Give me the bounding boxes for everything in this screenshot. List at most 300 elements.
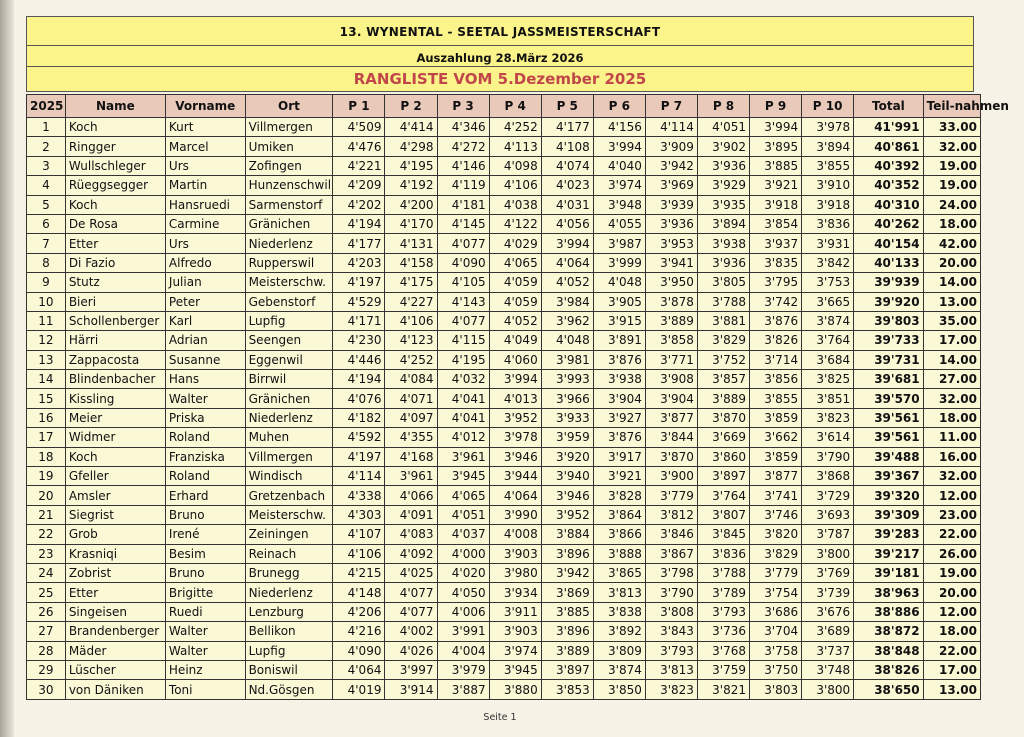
table-row bbox=[27, 214, 981, 233]
first-name-cell: Martin bbox=[165, 176, 245, 195]
first-name-cell: Brigitte bbox=[165, 583, 245, 602]
p7-cell: 3'889 bbox=[645, 311, 697, 330]
table-row bbox=[27, 311, 981, 330]
p1-cell: 4'106 bbox=[333, 544, 385, 563]
total-cell: 39'939 bbox=[854, 273, 923, 292]
first-name-cell: Roland bbox=[165, 428, 245, 447]
total-cell: 39'920 bbox=[854, 292, 923, 311]
header-divider bbox=[27, 45, 973, 46]
ranking-table bbox=[26, 94, 1009, 700]
p3-cell: 3'945 bbox=[437, 467, 489, 486]
p3-cell: 3'887 bbox=[437, 680, 489, 699]
participations-cell: 22.00 bbox=[923, 525, 980, 544]
total-cell: 41'991 bbox=[854, 118, 923, 137]
p7-cell: 3'950 bbox=[645, 273, 697, 292]
total-cell: 38'848 bbox=[854, 641, 923, 660]
total-cell: 40'262 bbox=[854, 214, 923, 233]
p7-cell: 3'823 bbox=[645, 680, 697, 699]
p7-cell: 3'844 bbox=[645, 428, 697, 447]
p10-cell: 3'800 bbox=[802, 544, 854, 563]
p5-cell: 3'897 bbox=[541, 660, 593, 679]
p10-cell: 3'894 bbox=[802, 137, 854, 156]
town-cell: Lupfig bbox=[245, 641, 333, 660]
p8-cell: 3'788 bbox=[697, 563, 749, 582]
p3-cell: 4'065 bbox=[437, 486, 489, 505]
p10-cell: 3'739 bbox=[802, 583, 854, 602]
first-name-cell: Peter bbox=[165, 292, 245, 311]
rank-cell: 12 bbox=[27, 331, 66, 350]
column-header: Teil-nahmen bbox=[923, 95, 980, 118]
p8-cell: 3'857 bbox=[697, 370, 749, 389]
surname-cell: Kissling bbox=[65, 389, 165, 408]
p8-cell: 3'829 bbox=[697, 331, 749, 350]
p7-cell: 3'939 bbox=[645, 195, 697, 214]
p8-cell: 3'669 bbox=[697, 428, 749, 447]
column-header: P 4 bbox=[489, 95, 541, 118]
table-row bbox=[27, 486, 981, 505]
p1-cell: 4'019 bbox=[333, 680, 385, 699]
p7-cell: 4'114 bbox=[645, 118, 697, 137]
p2-cell: 4'200 bbox=[385, 195, 437, 214]
surname-cell: Zobrist bbox=[65, 563, 165, 582]
p1-cell: 4'221 bbox=[333, 156, 385, 175]
p8-cell: 3'929 bbox=[697, 176, 749, 195]
town-cell: Lupfig bbox=[245, 311, 333, 330]
p5-cell: 3'994 bbox=[541, 234, 593, 253]
surname-cell: Widmer bbox=[65, 428, 165, 447]
p7-cell: 3'941 bbox=[645, 253, 697, 272]
p7-cell: 3'909 bbox=[645, 137, 697, 156]
town-cell: Bellikon bbox=[245, 622, 333, 641]
p3-cell: 3'991 bbox=[437, 622, 489, 641]
rank-cell: 6 bbox=[27, 214, 66, 233]
p6-cell: 3'905 bbox=[593, 292, 645, 311]
p4-cell: 3'952 bbox=[489, 408, 541, 427]
p7-cell: 3'858 bbox=[645, 331, 697, 350]
p3-cell: 4'272 bbox=[437, 137, 489, 156]
p4-cell: 3'903 bbox=[489, 622, 541, 641]
p5-cell: 3'884 bbox=[541, 525, 593, 544]
total-cell: 38'650 bbox=[854, 680, 923, 699]
p2-cell: 4'168 bbox=[385, 447, 437, 466]
p9-cell: 3'835 bbox=[750, 253, 802, 272]
p8-cell: 3'897 bbox=[697, 467, 749, 486]
rank-cell: 10 bbox=[27, 292, 66, 311]
participations-cell: 14.00 bbox=[923, 273, 980, 292]
p5-cell: 3'889 bbox=[541, 641, 593, 660]
p10-cell: 3'836 bbox=[802, 214, 854, 233]
table-row bbox=[27, 660, 981, 679]
p9-cell: 3'714 bbox=[750, 350, 802, 369]
first-name-cell: Urs bbox=[165, 156, 245, 175]
p7-cell: 3'969 bbox=[645, 176, 697, 195]
ranking-title: RANGLISTE VOM 5.Dezember 2025 bbox=[353, 70, 647, 88]
total-cell: 38'963 bbox=[854, 583, 923, 602]
p6-cell: 3'917 bbox=[593, 447, 645, 466]
p8-cell: 3'881 bbox=[697, 311, 749, 330]
p8-cell: 3'807 bbox=[697, 505, 749, 524]
p9-cell: 3'754 bbox=[750, 583, 802, 602]
p9-cell: 3'795 bbox=[750, 273, 802, 292]
p3-cell: 4'037 bbox=[437, 525, 489, 544]
rank-cell: 19 bbox=[27, 467, 66, 486]
first-name-cell: Adrian bbox=[165, 331, 245, 350]
p9-cell: 3'826 bbox=[750, 331, 802, 350]
p10-cell: 3'614 bbox=[802, 428, 854, 447]
first-name-cell: Julian bbox=[165, 273, 245, 292]
p7-cell: 3'771 bbox=[645, 350, 697, 369]
column-header: Vorname bbox=[165, 95, 245, 118]
p1-cell: 4'076 bbox=[333, 389, 385, 408]
total-cell: 38'886 bbox=[854, 602, 923, 621]
rank-cell: 21 bbox=[27, 505, 66, 524]
participations-cell: 26.00 bbox=[923, 544, 980, 563]
total-cell: 39'488 bbox=[854, 447, 923, 466]
surname-cell: Blindenbacher bbox=[65, 370, 165, 389]
p7-cell: 3'900 bbox=[645, 467, 697, 486]
participations-cell: 27.00 bbox=[923, 370, 980, 389]
paper-edge bbox=[0, 0, 14, 737]
p5-cell: 4'177 bbox=[541, 118, 593, 137]
p3-cell: 4'041 bbox=[437, 408, 489, 427]
first-name-cell: Roland bbox=[165, 467, 245, 486]
p2-cell: 4'026 bbox=[385, 641, 437, 660]
p6-cell: 3'850 bbox=[593, 680, 645, 699]
p5-cell: 4'048 bbox=[541, 331, 593, 350]
p2-cell: 4'084 bbox=[385, 370, 437, 389]
p4-cell: 3'990 bbox=[489, 505, 541, 524]
table-row bbox=[27, 389, 981, 408]
participations-cell: 23.00 bbox=[923, 505, 980, 524]
p6-cell: 3'813 bbox=[593, 583, 645, 602]
p7-cell: 3'798 bbox=[645, 563, 697, 582]
p7-cell: 3'812 bbox=[645, 505, 697, 524]
table-row bbox=[27, 467, 981, 486]
participations-cell: 24.00 bbox=[923, 195, 980, 214]
surname-cell: Koch bbox=[65, 118, 165, 137]
p4-cell: 3'974 bbox=[489, 641, 541, 660]
total-cell: 39'217 bbox=[854, 544, 923, 563]
p7-cell: 3'813 bbox=[645, 660, 697, 679]
p8-cell: 3'788 bbox=[697, 292, 749, 311]
p6-cell: 3'921 bbox=[593, 467, 645, 486]
surname-cell: Wullschleger bbox=[65, 156, 165, 175]
surname-cell: Lüscher bbox=[65, 660, 165, 679]
p5-cell: 3'896 bbox=[541, 544, 593, 563]
p3-cell: 4'105 bbox=[437, 273, 489, 292]
participations-cell: 32.00 bbox=[923, 137, 980, 156]
p4-cell: 3'978 bbox=[489, 428, 541, 447]
rank-cell: 17 bbox=[27, 428, 66, 447]
p8-cell: 3'793 bbox=[697, 602, 749, 621]
p2-cell: 4'025 bbox=[385, 563, 437, 582]
total-cell: 40'392 bbox=[854, 156, 923, 175]
total-cell: 39'561 bbox=[854, 428, 923, 447]
rank-cell: 20 bbox=[27, 486, 66, 505]
p10-cell: 3'764 bbox=[802, 331, 854, 350]
p8-cell: 3'870 bbox=[697, 408, 749, 427]
p8-cell: 3'768 bbox=[697, 641, 749, 660]
p4-cell: 4'106 bbox=[489, 176, 541, 195]
p5-cell: 3'984 bbox=[541, 292, 593, 311]
column-header: 2025 bbox=[27, 95, 66, 118]
p10-cell: 3'910 bbox=[802, 176, 854, 195]
rank-cell: 27 bbox=[27, 622, 66, 641]
p2-cell: 4'066 bbox=[385, 486, 437, 505]
p9-cell: 3'803 bbox=[750, 680, 802, 699]
p1-cell: 4'148 bbox=[333, 583, 385, 602]
participations-cell: 20.00 bbox=[923, 583, 980, 602]
p6-cell: 3'874 bbox=[593, 660, 645, 679]
p9-cell: 3'876 bbox=[750, 311, 802, 330]
p2-cell: 4'158 bbox=[385, 253, 437, 272]
p9-cell: 3'704 bbox=[750, 622, 802, 641]
first-name-cell: Walter bbox=[165, 622, 245, 641]
p4-cell: 4'252 bbox=[489, 118, 541, 137]
p6-cell: 3'927 bbox=[593, 408, 645, 427]
p9-cell: 3'829 bbox=[750, 544, 802, 563]
p6-cell: 3'915 bbox=[593, 311, 645, 330]
p4-cell: 3'880 bbox=[489, 680, 541, 699]
p6-cell: 3'828 bbox=[593, 486, 645, 505]
rank-cell: 30 bbox=[27, 680, 66, 699]
rank-cell: 29 bbox=[27, 660, 66, 679]
surname-cell: von Däniken bbox=[65, 680, 165, 699]
p9-cell: 3'758 bbox=[750, 641, 802, 660]
p9-cell: 3'742 bbox=[750, 292, 802, 311]
p5-cell: 3'952 bbox=[541, 505, 593, 524]
p8-cell: 3'789 bbox=[697, 583, 749, 602]
p2-cell: 4'227 bbox=[385, 292, 437, 311]
p1-cell: 4'182 bbox=[333, 408, 385, 427]
rank-cell: 2 bbox=[27, 137, 66, 156]
total-cell: 39'283 bbox=[854, 525, 923, 544]
rank-cell: 23 bbox=[27, 544, 66, 563]
p3-cell: 4'077 bbox=[437, 311, 489, 330]
table-row bbox=[27, 602, 981, 621]
p4-cell: 4'013 bbox=[489, 389, 541, 408]
p8-cell: 3'902 bbox=[697, 137, 749, 156]
p2-cell: 4'091 bbox=[385, 505, 437, 524]
p1-cell: 4'592 bbox=[333, 428, 385, 447]
town-cell: Gränichen bbox=[245, 389, 333, 408]
p1-cell: 4'194 bbox=[333, 214, 385, 233]
p4-cell: 4'122 bbox=[489, 214, 541, 233]
surname-cell: Krasniqi bbox=[65, 544, 165, 563]
first-name-cell: Alfredo bbox=[165, 253, 245, 272]
p8-cell: 3'936 bbox=[697, 156, 749, 175]
p8-cell: 3'935 bbox=[697, 195, 749, 214]
p2-cell: 4'195 bbox=[385, 156, 437, 175]
p1-cell: 4'338 bbox=[333, 486, 385, 505]
p4-cell: 3'903 bbox=[489, 544, 541, 563]
p4-cell: 4'029 bbox=[489, 234, 541, 253]
p5-cell: 3'966 bbox=[541, 389, 593, 408]
p2-cell: 4'077 bbox=[385, 583, 437, 602]
p5-cell: 3'885 bbox=[541, 602, 593, 621]
p10-cell: 3'842 bbox=[802, 253, 854, 272]
total-cell: 38'872 bbox=[854, 622, 923, 641]
p10-cell: 3'868 bbox=[802, 467, 854, 486]
p2-cell: 4'131 bbox=[385, 234, 437, 253]
p10-cell: 3'790 bbox=[802, 447, 854, 466]
p3-cell: 4'181 bbox=[437, 195, 489, 214]
p1-cell: 4'303 bbox=[333, 505, 385, 524]
p10-cell: 3'855 bbox=[802, 156, 854, 175]
p1-cell: 4'114 bbox=[333, 467, 385, 486]
column-header: P 2 bbox=[385, 95, 437, 118]
surname-cell: Amsler bbox=[65, 486, 165, 505]
p9-cell: 3'885 bbox=[750, 156, 802, 175]
total-cell: 39'803 bbox=[854, 311, 923, 330]
p5-cell: 3'940 bbox=[541, 467, 593, 486]
p6-cell: 3'938 bbox=[593, 370, 645, 389]
p8-cell: 3'894 bbox=[697, 214, 749, 233]
p7-cell: 3'867 bbox=[645, 544, 697, 563]
column-header: Name bbox=[65, 95, 165, 118]
participations-cell: 13.00 bbox=[923, 292, 980, 311]
p2-cell: 4'355 bbox=[385, 428, 437, 447]
rank-cell: 28 bbox=[27, 641, 66, 660]
championship-title: 13. WYNENTAL - SEETAL JASSMEISTERSCHAFT bbox=[339, 25, 661, 39]
first-name-cell: Toni bbox=[165, 680, 245, 699]
p1-cell: 4'203 bbox=[333, 253, 385, 272]
p4-cell: 4'113 bbox=[489, 137, 541, 156]
town-cell: Brunegg bbox=[245, 563, 333, 582]
p4-cell: 4'065 bbox=[489, 253, 541, 272]
table-row bbox=[27, 408, 981, 427]
p2-cell: 4'252 bbox=[385, 350, 437, 369]
ranking-table-body bbox=[27, 118, 981, 700]
p4-cell: 4'098 bbox=[489, 156, 541, 175]
p5-cell: 3'869 bbox=[541, 583, 593, 602]
p4-cell: 4'038 bbox=[489, 195, 541, 214]
p2-cell: 4'106 bbox=[385, 311, 437, 330]
town-cell: Hunzenschwil bbox=[245, 176, 333, 195]
p4-cell: 3'911 bbox=[489, 602, 541, 621]
participations-cell: 19.00 bbox=[923, 176, 980, 195]
p6-cell: 3'987 bbox=[593, 234, 645, 253]
first-name-cell: Priska bbox=[165, 408, 245, 427]
total-cell: 40'352 bbox=[854, 176, 923, 195]
p2-cell: 4'071 bbox=[385, 389, 437, 408]
table-row bbox=[27, 370, 981, 389]
p3-cell: 4'004 bbox=[437, 641, 489, 660]
first-name-cell: Hansruedi bbox=[165, 195, 245, 214]
p5-cell: 4'064 bbox=[541, 253, 593, 272]
participations-cell: 20.00 bbox=[923, 253, 980, 272]
p9-cell: 3'855 bbox=[750, 389, 802, 408]
rank-cell: 3 bbox=[27, 156, 66, 175]
table-row bbox=[27, 622, 981, 641]
p2-cell: 4'170 bbox=[385, 214, 437, 233]
surname-cell: Di Fazio bbox=[65, 253, 165, 272]
table-row bbox=[27, 350, 981, 369]
town-cell: Meisterschw. bbox=[245, 505, 333, 524]
first-name-cell: Besim bbox=[165, 544, 245, 563]
p9-cell: 3'662 bbox=[750, 428, 802, 447]
p9-cell: 3'686 bbox=[750, 602, 802, 621]
surname-cell: Ringger bbox=[65, 137, 165, 156]
rank-cell: 1 bbox=[27, 118, 66, 137]
town-cell: Boniswil bbox=[245, 660, 333, 679]
surname-cell: Zappacosta bbox=[65, 350, 165, 369]
total-cell: 39'731 bbox=[854, 350, 923, 369]
first-name-cell: Walter bbox=[165, 389, 245, 408]
p2-cell: 4'192 bbox=[385, 176, 437, 195]
surname-cell: De Rosa bbox=[65, 214, 165, 233]
p9-cell: 3'877 bbox=[750, 467, 802, 486]
p7-cell: 3'846 bbox=[645, 525, 697, 544]
p1-cell: 4'216 bbox=[333, 622, 385, 641]
surname-cell: Mäder bbox=[65, 641, 165, 660]
first-name-cell: Kurt bbox=[165, 118, 245, 137]
p10-cell: 3'665 bbox=[802, 292, 854, 311]
p10-cell: 3'676 bbox=[802, 602, 854, 621]
p2-cell: 4'175 bbox=[385, 273, 437, 292]
first-name-cell: Karl bbox=[165, 311, 245, 330]
p1-cell: 4'215 bbox=[333, 563, 385, 582]
participations-cell: 19.00 bbox=[923, 156, 980, 175]
p8-cell: 3'938 bbox=[697, 234, 749, 253]
p6-cell: 3'866 bbox=[593, 525, 645, 544]
p9-cell: 3'918 bbox=[750, 195, 802, 214]
p7-cell: 3'790 bbox=[645, 583, 697, 602]
p9-cell: 3'895 bbox=[750, 137, 802, 156]
participations-cell: 42.00 bbox=[923, 234, 980, 253]
p8-cell: 3'845 bbox=[697, 525, 749, 544]
surname-cell: Etter bbox=[65, 234, 165, 253]
column-header: P 10 bbox=[802, 95, 854, 118]
column-header: P 3 bbox=[437, 95, 489, 118]
town-cell: Niederlenz bbox=[245, 234, 333, 253]
surname-cell: Koch bbox=[65, 447, 165, 466]
table-row bbox=[27, 156, 981, 175]
p10-cell: 3'748 bbox=[802, 660, 854, 679]
table-row bbox=[27, 273, 981, 292]
table-row bbox=[27, 447, 981, 466]
p6-cell: 4'048 bbox=[593, 273, 645, 292]
town-cell: Gretzenbach bbox=[245, 486, 333, 505]
p10-cell: 3'978 bbox=[802, 118, 854, 137]
p3-cell: 4'000 bbox=[437, 544, 489, 563]
town-cell: Zeiningen bbox=[245, 525, 333, 544]
p6-cell: 4'156 bbox=[593, 118, 645, 137]
p4-cell: 3'944 bbox=[489, 467, 541, 486]
p4-cell: 4'059 bbox=[489, 292, 541, 311]
p8-cell: 3'860 bbox=[697, 447, 749, 466]
total-cell: 38'826 bbox=[854, 660, 923, 679]
participations-cell: 18.00 bbox=[923, 214, 980, 233]
total-cell: 40'133 bbox=[854, 253, 923, 272]
total-cell: 39'561 bbox=[854, 408, 923, 427]
p8-cell: 3'821 bbox=[697, 680, 749, 699]
first-name-cell: Heinz bbox=[165, 660, 245, 679]
town-cell: Rupperswil bbox=[245, 253, 333, 272]
surname-cell: Bieri bbox=[65, 292, 165, 311]
first-name-cell: Erhard bbox=[165, 486, 245, 505]
p6-cell: 4'055 bbox=[593, 214, 645, 233]
first-name-cell: Bruno bbox=[165, 505, 245, 524]
p7-cell: 3'843 bbox=[645, 622, 697, 641]
column-header: Ort bbox=[245, 95, 333, 118]
p7-cell: 3'904 bbox=[645, 389, 697, 408]
p6-cell: 3'888 bbox=[593, 544, 645, 563]
total-cell: 40'154 bbox=[854, 234, 923, 253]
first-name-cell: Walter bbox=[165, 641, 245, 660]
first-name-cell: Irené bbox=[165, 525, 245, 544]
total-cell: 39'570 bbox=[854, 389, 923, 408]
